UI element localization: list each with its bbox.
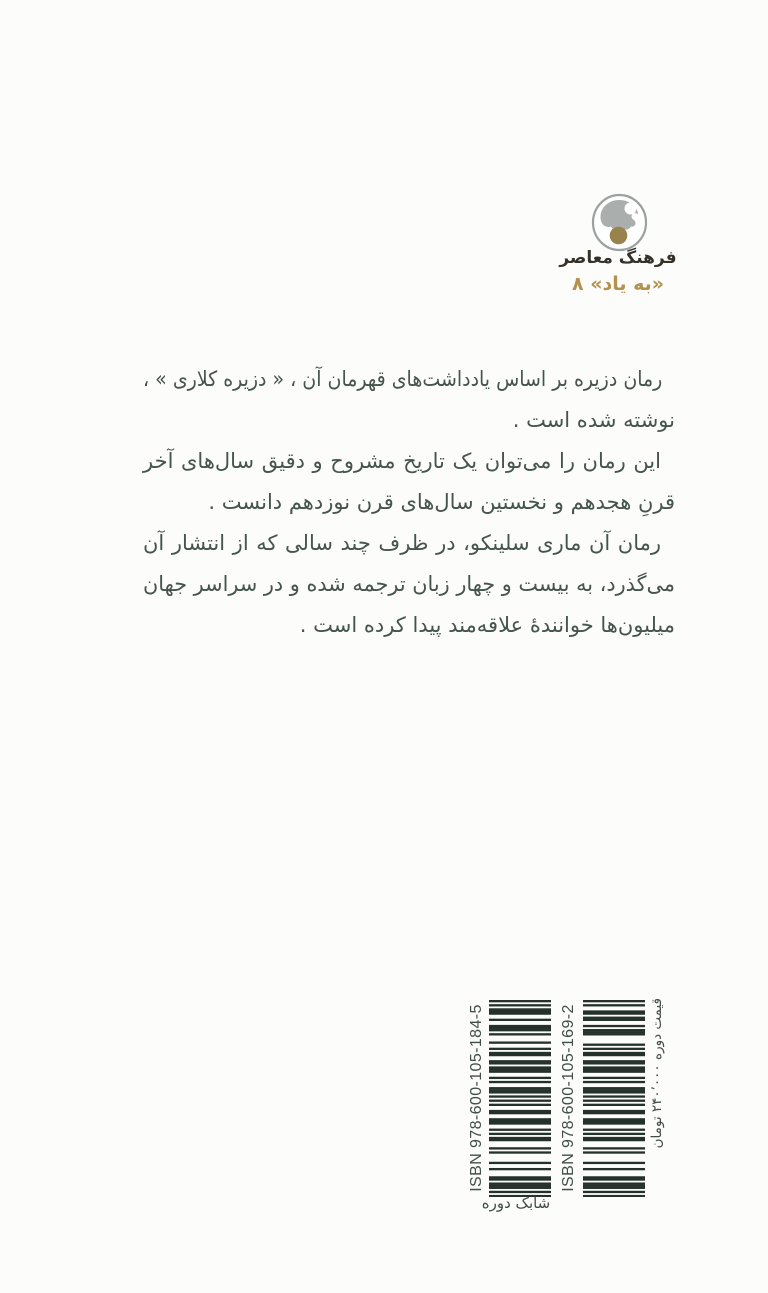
blurb-line: نوشته شده است .	[512, 408, 675, 432]
blurb-line: این رمان را می‌توان یک تاریخ مشروح و دقیق سال‌های آخر	[143, 449, 661, 473]
series-badge: «به یاد» ۸	[571, 273, 665, 295]
blurb-line: میلیون‌ها خوانندهٔ علاقه‌مند پیدا کرده است .	[299, 613, 675, 637]
publisher-name: فرهنگ معاصر	[559, 248, 677, 268]
blurb-line: می‌گذرد، به بیست و چهار زبان ترجمه شده و در سراسر جهان	[142, 572, 676, 596]
blurb-line: رمان دزیره بر اساس یادداشت‌های قهرمان آن ، « دزیره کلاری » ،	[143, 367, 663, 391]
isbn-volume-label: ISBN 978-600-105-169-2	[560, 1004, 577, 1192]
isbn-set-label: ISBN 978-600-105-184-5	[468, 1004, 485, 1192]
publisher-logo-icon	[591, 193, 648, 253]
barcode-volume-icon	[583, 1000, 645, 1197]
blurb-line: قرنِ هجدهم و نخستین سال‌های قرن نوزدهم دانست .	[208, 490, 675, 514]
barcode-set-caption: شابک دوره	[481, 1194, 551, 1212]
book-blurb	[143, 359, 675, 646]
blurb-line: رمان آن ماری سلینکو، در ظرف چند سالی که از انتشار آن	[143, 531, 661, 555]
barcode-set-icon	[489, 1000, 551, 1197]
price-label: قیمت دوره ۲۴۰٬۰۰۰ تومان	[649, 998, 665, 1149]
